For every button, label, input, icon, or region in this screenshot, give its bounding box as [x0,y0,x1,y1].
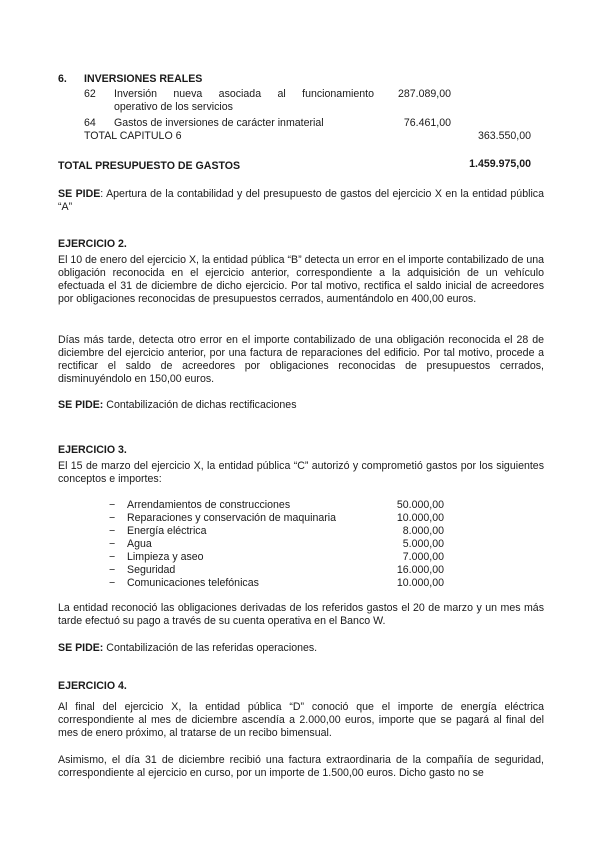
exercise-4-paragraph-1: Al final del ejercicio X, la entidad pública “D” conoció que el importe de energía eléctrica correspondiente al mes de diciembre ascendía a 2.000,00 euros, importe que se pagará al final del mes de enero próximo, al tratarse de un recibo bimensual. [58,701,544,739]
concept-label: Energía eléctrica [127,525,207,537]
section-number: 6. [58,73,67,85]
grand-total-amount: 1.459.975,00 [469,158,531,170]
chapter-total-amount: 363.550,00 [477,130,531,142]
item-text: Gastos de inversiones de carácter inmaterial [114,117,324,129]
chapter-total-label: TOTAL CAPITULO 6 [84,130,182,142]
se-pide-paragraph [58,188,544,214]
se-pide-text: Contabilización de dichas rectificaciones [103,399,297,411]
concept-amount: 7.000,00 [402,551,444,563]
se-pide-label: SE PIDE: [58,642,104,654]
item-code: 64 [84,117,96,129]
concept-label: Limpieza y aseo [127,551,204,563]
exercise-3-intro: El 15 de marzo del ejercicio X, la entidad pública “C” autorizó y comprometió gastos por los siguientes conceptos e importes: [58,460,544,485]
concept-label: Agua [127,538,152,550]
bullet-dash: − [109,551,116,563]
exercise-3-paragraph: La entidad reconoció las obligaciones derivadas de los referidos gastos el 20 de marzo y un mes más tarde efectuó su pago a través de su cuenta operativa en el Banco W. [58,602,544,627]
exercise-3-title: EJERCICIO 3. [58,444,127,456]
item-amount: 287.089,00 [397,88,451,100]
se-pide-label: SE PIDE [58,188,101,200]
se-pide-label: SE PIDE: [58,399,104,411]
item-text: Inversión nueva asociada al funcionamiento [114,88,374,100]
concept-label: Seguridad [127,564,176,576]
concept-label: Reparaciones y conservación de maquinaria [127,512,337,524]
bullet-dash: − [109,577,116,589]
bullet-dash: − [109,538,116,550]
bullet-dash: − [109,564,116,576]
concept-label: Arrendamientos de construcciones [127,499,291,511]
concept-amount: 16.000,00 [396,564,444,576]
exercise-2-title: EJERCICIO 2. [58,238,127,250]
item-text-continued: operativo de los servicios [114,101,233,113]
grand-total-label: TOTAL PRESUPUESTO DE GASTOS [58,160,241,172]
exercise-3-request [58,642,317,655]
concept-amount: 5.000,00 [402,538,444,550]
bullet-dash: − [109,512,116,524]
exercise-2-paragraph-1: El 10 de enero del ejercicio X, la entidad pública “B” detecta un error en el importe contabilizado de una obligación reconocida en el ejercicio anterior, correspondiente a la adquisición de un vehículo efectuada el 31 de diciembre de dicho ejercicio. Por tal motivo, rectifica el saldo inicial de acreedores por obligaciones reconocidas de presupuestos cerrados, aumentándolo en 400,00 euros. [58,254,544,305]
exercise-4-title: EJERCICIO 4. [58,680,127,692]
bullet-dash: − [109,499,116,511]
item-amount: 76.461,00 [403,117,451,129]
se-pide-text: Contabilización de las referidas operaciones. [103,642,318,654]
bullet-dash: − [109,525,116,537]
concept-label: Comunicaciones telefónicas [127,577,259,589]
concept-amount: 10.000,00 [396,577,444,589]
exercise-2-request [58,399,297,412]
section-title: INVERSIONES REALES [84,73,203,85]
se-pide-text: : Apertura de la contabilidad y del presupuesto de gastos del ejercicio X en la entidad pública “A” [58,188,544,213]
exercise-2-paragraph-2: Días más tarde, detecta otro error en el importe contabilizado de una obligación reconocida el 28 de diciembre del ejercicio anterior, por una factura de reparaciones del edificio. Por tal motivo, procede a rectificar el saldo de acreedores por obligaciones reconocidas de presupuestos cerrados, disminuyéndolo en 150,00 euros. [58,334,544,385]
concept-amount: 8.000,00 [402,525,444,537]
exercise-4-paragraph-2: Asimismo, el día 31 de diciembre recibió una factura extraordinaria de la compañía de seguridad, correspondiente al ejercicio en curso, por un importe de 1.500,00 euros. Dicho gasto no se [58,754,544,779]
concept-amount: 10.000,00 [396,512,444,524]
concept-amount: 50.000,00 [396,499,444,511]
item-code: 62 [84,88,96,100]
